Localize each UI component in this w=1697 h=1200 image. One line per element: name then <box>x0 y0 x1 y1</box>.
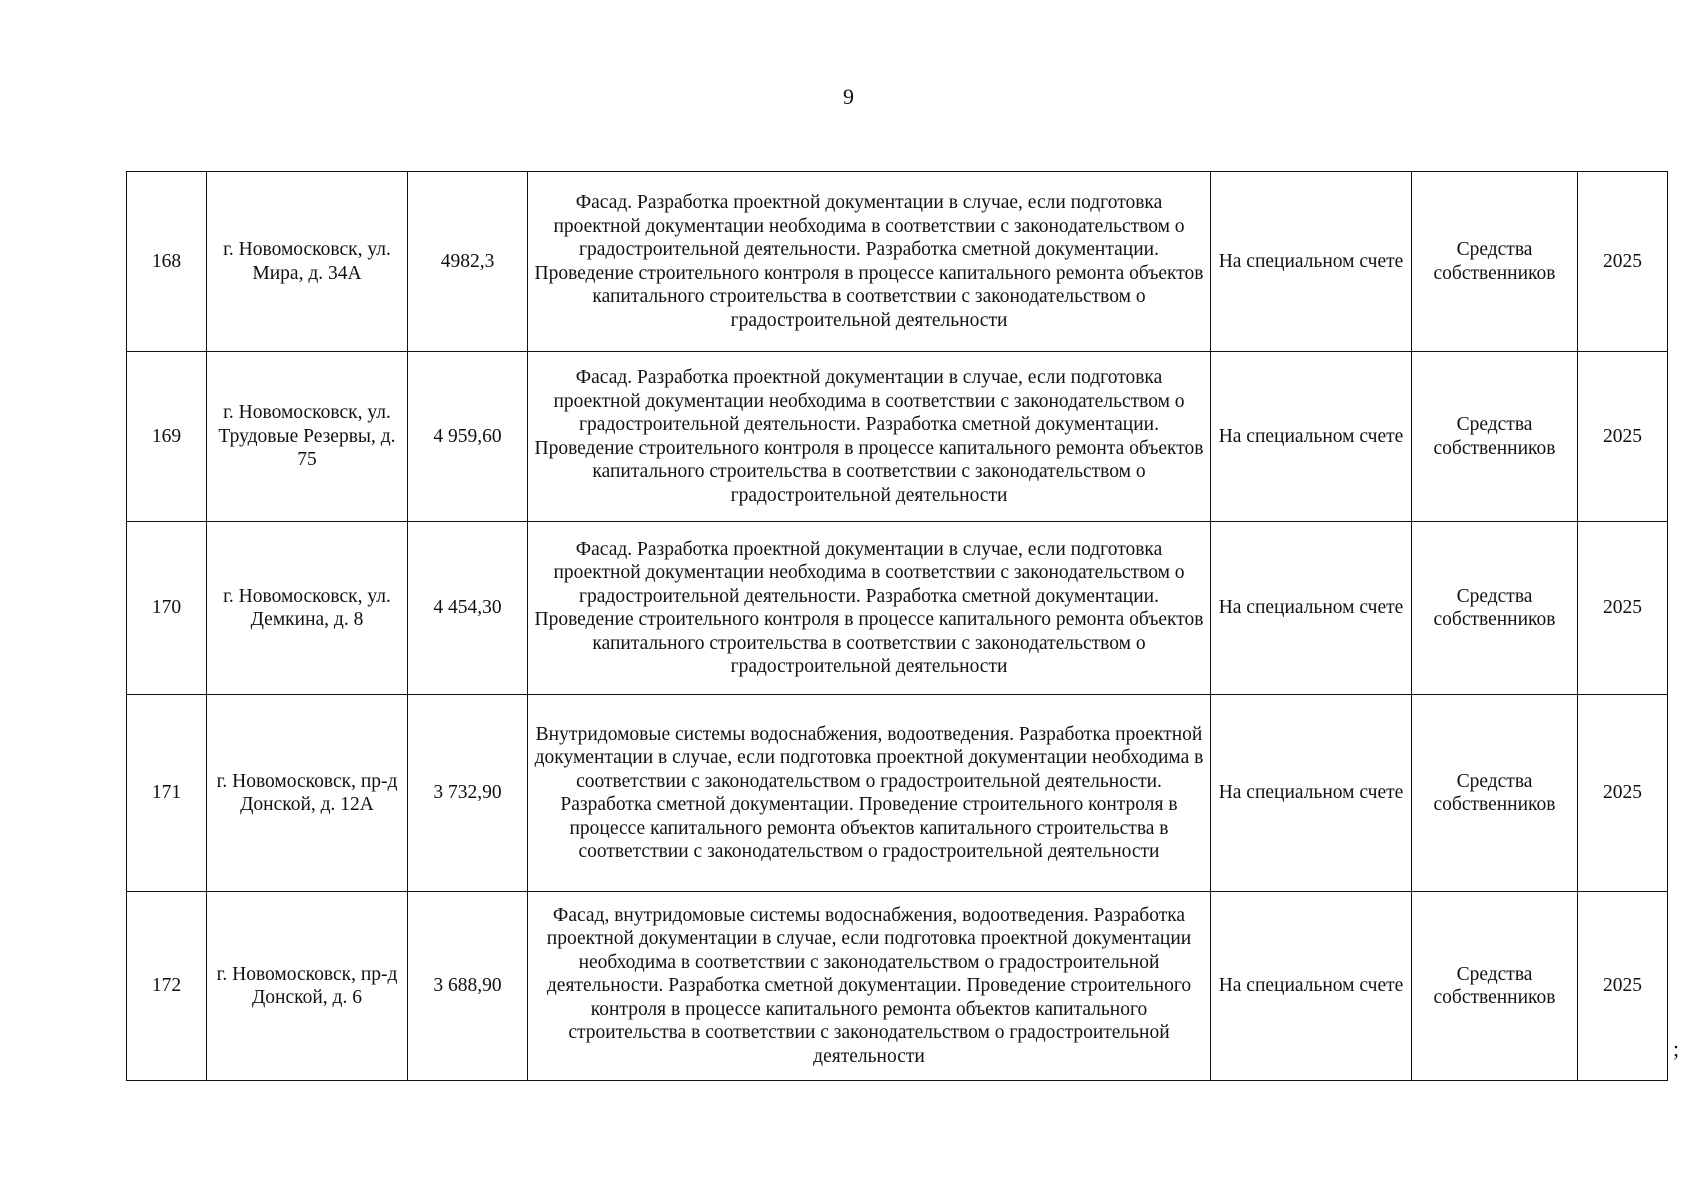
works-description-cell: Фасад. Разработка проектной документации в случае, если подготовка проектной документации необходима в соответствии с законодательством о градостроительной деятельности. Разработка сметной документации. Проведение строительного контроля в процессе капитального ремонта объектов капитального строительства в соответствии с законодательством о градостроительной деятельности <box>528 172 1211 352</box>
account-type-cell: На специальном счете <box>1211 522 1412 695</box>
area-cell: 4 454,30 <box>408 522 528 695</box>
year-cell: 2025 <box>1578 695 1668 892</box>
page-number: 9 <box>843 84 854 109</box>
row-number-cell: 171 <box>127 695 207 892</box>
address-cell: г. Новомосковск, ул. Трудовые Резервы, д. 75 <box>207 352 408 522</box>
year-cell: 2025 <box>1578 522 1668 695</box>
account-type-cell: На специальном счете <box>1211 695 1412 892</box>
account-type-cell: На специальном счете <box>1211 352 1412 522</box>
area-cell: 3 732,90 <box>408 695 528 892</box>
funding-source-cell: Средства собственников <box>1412 695 1578 892</box>
address-cell: г. Новомосковск, ул. Мира, д. 34А <box>207 172 408 352</box>
funding-source-cell: Средства собственников <box>1412 352 1578 522</box>
account-type-cell: На специальном счете <box>1211 892 1412 1081</box>
works-description-cell: Фасад, внутридомовые системы водоснабжения, водоотведения. Разработка проектной документации в случае, если подготовка проектной документации необходима в соответствии с законодательством о градостроительной деятельности. Разработка сметной документации. Проведение строительного контроля в процессе капитального ремонта объектов капитального строительства в соответствии с законодательством о градостроительной деятельности <box>528 892 1211 1081</box>
address-cell: г. Новомосковск, пр-д Донской, д. 6 <box>207 892 408 1081</box>
works-description-cell: Внутридомовые системы водоснабжения, водоотведения. Разработка проектной документации в случае, если подготовка проектной документации необходима в соответствии с законодательством о градостроительной деятельности. Разработка сметной документации. Проведение строительного контроля в процессе капитального ремонта объектов капитального строительства в соответствии с законодательством о градостроительной деятельности <box>528 695 1211 892</box>
row-number-cell: 170 <box>127 522 207 695</box>
works-description-cell: Фасад. Разработка проектной документации в случае, если подготовка проектной документации необходима в соответствии с законодательством о градостроительной деятельности. Разработка сметной документации. Проведение строительного контроля в процессе капитального ремонта объектов капитального строительства в соответствии с законодательством о градостроительной деятельности <box>528 522 1211 695</box>
table-end-semicolon: ; <box>1673 1036 1680 1061</box>
area-cell: 4982,3 <box>408 172 528 352</box>
year-cell: 2025 <box>1578 892 1668 1081</box>
row-number-cell: 172 <box>127 892 207 1081</box>
table-row <box>127 695 1668 892</box>
table-row <box>127 172 1668 352</box>
address-cell: г. Новомосковск, пр-д Донской, д. 12А <box>207 695 408 892</box>
year-cell: 2025 <box>1578 172 1668 352</box>
account-type-cell: На специальном счете <box>1211 172 1412 352</box>
table-row <box>127 352 1668 522</box>
works-description-cell: Фасад. Разработка проектной документации в случае, если подготовка проектной документации необходима в соответствии с законодательством о градостроительной деятельности. Разработка сметной документации. Проведение строительного контроля в процессе капитального ремонта объектов капитального строительства в соответствии с законодательством о градостроительной деятельности <box>528 352 1211 522</box>
table-row <box>127 522 1668 695</box>
area-cell: 4 959,60 <box>408 352 528 522</box>
funding-source-cell: Средства собственников <box>1412 172 1578 352</box>
address-cell: г. Новомосковск, ул. Демкина, д. 8 <box>207 522 408 695</box>
funding-source-cell: Средства собственников <box>1412 892 1578 1081</box>
row-number-cell: 168 <box>127 172 207 352</box>
repair-works-table <box>126 171 1668 1081</box>
funding-source-cell: Средства собственников <box>1412 522 1578 695</box>
year-cell: 2025 <box>1578 352 1668 522</box>
area-cell: 3 688,90 <box>408 892 528 1081</box>
table-row <box>127 892 1668 1081</box>
row-number-cell: 169 <box>127 352 207 522</box>
